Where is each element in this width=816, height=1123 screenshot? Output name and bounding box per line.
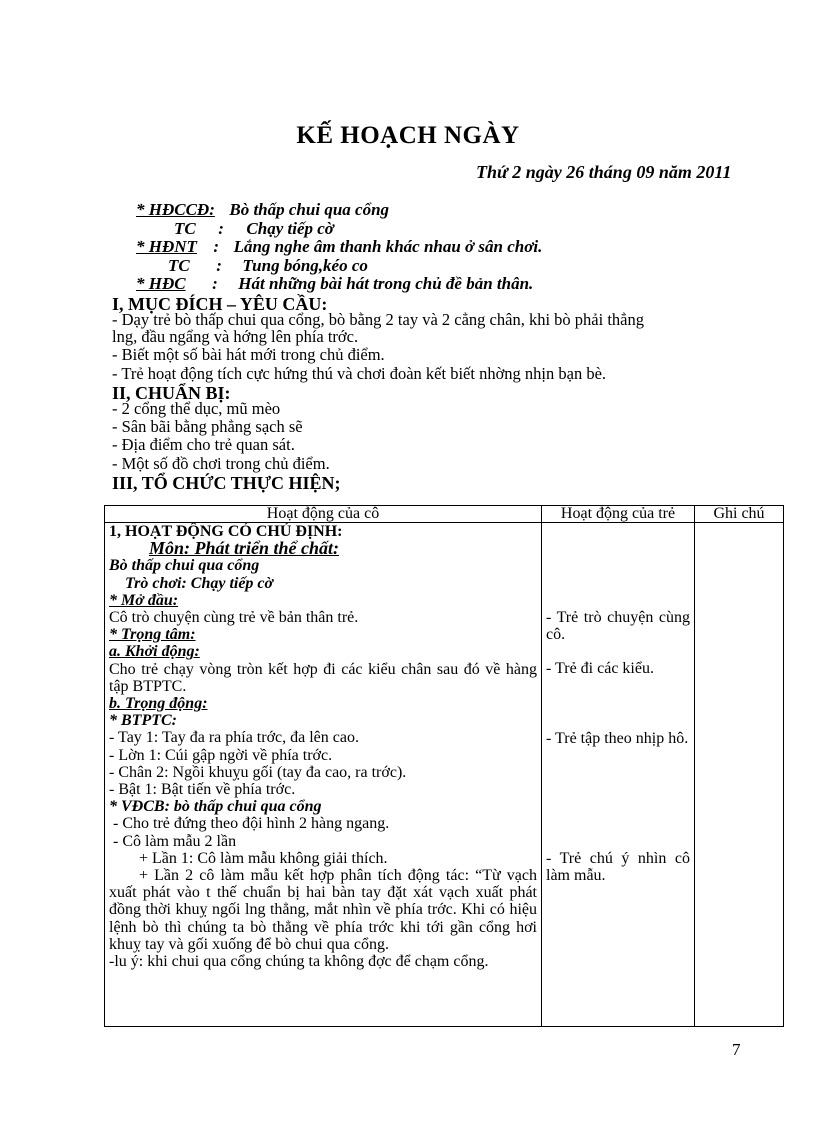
vdcb-paragraph: + Lần 2 cô làm mẫu kết hợp phân tích động tác: “Từ vạch xuất phát vào t thế chuẩn bị hai bàn tay đặt xát vạch xuất phát đồng thời khuỵ ngối lng thẳng, mắt nhìn về phía trớc. Khi có hiệu lệnh bò thì chúng ta bò thẳng về phía trớc khi tới gần cổng hơi khuỵ tay và gối xuống để bò chui qua cổng. — [109, 867, 537, 953]
topic: Bò thấp chui qua cổng — [109, 557, 260, 575]
page-title: KẾ HOẠCH NGÀY — [296, 122, 520, 149]
activity-sep: : — [213, 237, 220, 256]
activity-key: * HĐCCĐ: — [136, 200, 215, 219]
main-heading: * Trọng tâm: — [109, 626, 196, 644]
body-heading: b. Trọng động: — [109, 695, 208, 713]
activity-hdccd — [136, 200, 389, 220]
exercise-line: - Chân 2: Ngồi khuỵu gối (tay đa cao, ra trớc). — [109, 763, 407, 781]
activity-key: * HĐC — [136, 274, 186, 293]
table-row — [105, 523, 784, 1027]
activity-tc1 — [174, 219, 334, 239]
activity-sep: : — [212, 274, 218, 293]
section-heading-organize: III, TỔ CHỨC THỰC HIỆN; — [112, 473, 341, 493]
teacher-cell — [105, 523, 542, 1027]
subject-heading: Môn: Phát triển thể chất: — [149, 538, 340, 559]
activity-text: Lắng nghe âm thanh khác nhau ở sân chơi. — [233, 237, 543, 256]
activity-text: Chạy tiếp cờ — [246, 219, 334, 238]
prep-line: - 2 cổng thể dục, mũ mèo — [112, 399, 281, 418]
notes-cell — [695, 523, 784, 1027]
header-notes: Ghi chú — [695, 506, 784, 523]
child-cell — [542, 523, 695, 1027]
vdcb-note: -lu ý: khi chui qua cổng chúng ta không đợc để chạm cổng. — [109, 953, 489, 971]
activity-sep: : — [216, 256, 222, 275]
activity-heading: 1, HOẠT ĐỘNG CÓ CHỦ ĐỊNH: — [109, 523, 343, 540]
prep-line: - Một số đồ chơi trong chủ điểm. — [112, 454, 330, 473]
plan-date: Thứ 2 ngày 26 tháng 09 năm 2011 — [476, 162, 732, 182]
activity-sep: : — [218, 219, 224, 238]
activity-tc2 — [168, 256, 368, 276]
activity-hdc — [136, 274, 533, 294]
exercise-line: - Bật 1: Bật tiến về phía trớc. — [109, 781, 296, 799]
intro-heading: * Mở đầu: — [109, 591, 179, 609]
activity-text: Tung bóng,kéo co — [242, 256, 368, 275]
exercise-line: - Lờn 1: Cúi gập ngời về phía trớc. — [109, 746, 333, 764]
child-response: - Trẻ trò chuyện cùng cô. — [546, 609, 690, 644]
game: Trò chơi: Chạy tiếp cờ — [125, 574, 274, 592]
activity-text: Bò thấp chui qua cổng — [229, 200, 390, 219]
vdcb-line: - Cho trẻ đứng theo đội hình 2 hàng ngang. — [113, 815, 390, 833]
child-response: - Trẻ đi các kiểu. — [546, 660, 654, 678]
activity-key: TC — [168, 256, 190, 275]
vdcb-line: + Lần 1: Cô làm mẫu không giải thích. — [139, 849, 388, 867]
warmup-heading: a. Khởi động: — [109, 643, 200, 661]
child-response: - Trẻ chú ý nhìn cô làm mẫu. — [546, 849, 690, 885]
activity-key: TC — [174, 219, 196, 238]
purpose-line: - Biết một số bài hát mới trong chủ điểm. — [112, 345, 385, 364]
activity-key: * HĐNT — [136, 237, 197, 256]
exercise-line: - Tay 1: Tay đa ra phía trớc, đa lên cao. — [109, 729, 359, 747]
header-teacher: Hoạt động của cô — [105, 506, 542, 523]
prep-line: - Sân bãi bằng phẳng sạch sẽ — [112, 417, 303, 436]
prep-line: - Địa điểm cho trẻ quan sát. — [112, 435, 295, 454]
btptc-heading: * BTPTC: — [109, 712, 177, 730]
child-response: - Trẻ tập theo nhịp hô. — [546, 729, 689, 747]
section-heading-purpose: I, MỤC ĐÍCH – YÊU CẦU: — [112, 294, 328, 314]
vdcb-heading: * VĐCB: bò thấp chui qua cổng — [109, 798, 322, 816]
warmup-text: Cho trẻ chạy vòng tròn kết hợp đi các kiểu chân sau đó về hàng tập BTPTC. — [109, 660, 537, 695]
section-heading-prep: II, CHUẨN BỊ: — [112, 383, 231, 403]
activity-table — [104, 505, 784, 1027]
intro-text: Cô trò chuyện cùng trẻ về bản thân trẻ. — [109, 609, 359, 627]
page-number: 7 — [732, 1040, 741, 1059]
activity-hdnt — [136, 237, 542, 257]
header-child: Hoạt động của trẻ — [542, 506, 695, 523]
vdcb-line: - Cô làm mẫu 2 lần — [113, 832, 237, 850]
purpose-line: lng, đầu ngẩng và hớng lên phía trớc. — [112, 327, 359, 346]
activity-text: Hát những bài hát trong chủ đề bản thân. — [238, 274, 534, 293]
purpose-line: - Trẻ hoạt động tích cực hứng thú và chơi đoàn kết biết nhờng nhịn bạn bè. — [112, 364, 607, 383]
purpose-line: - Dạy trẻ bò thấp chui qua cổng, bò bằng 2 tay và 2 cẳng chân, khi bò phải thẳng — [112, 310, 644, 329]
table-header-row — [105, 506, 784, 523]
